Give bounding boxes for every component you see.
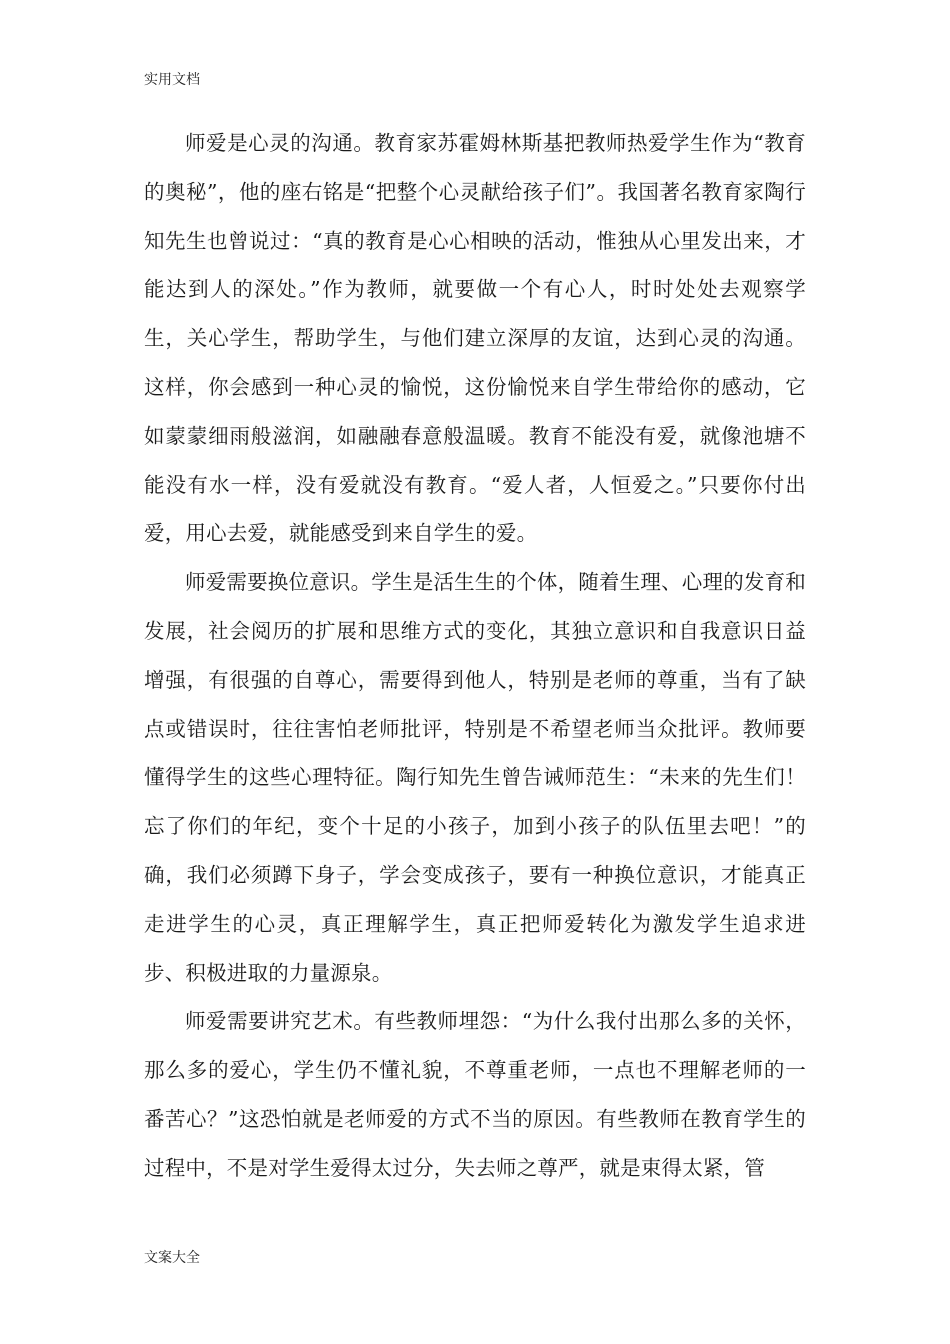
paragraph-teacher-love-communication: 师爱是心灵的沟通。教育家苏霍姆林斯基把教师热爱学生作为“教育的奥秘”，他的座右铭是“把整个心灵献给孩子们”。我国著名教育家陶行知先生也曾说过：“真的教育是心心相映的活动，惟独从心里发出来，才能达到人的深处。”作为教师，就要做一个有心人，时时处处去观察学生，关心学生，帮助学生，与他们建立深厚的友谊，达到心灵的沟通。这样，你会感到一种心灵的愉悦，这份愉悦来自学生带给你的感动，它如蒙蒙细雨般滋润，如融融春意般温暖。教育不能没有爱，就像池塘不能没有水一样，没有爱就没有教育。“爱人者，人恒爱之。”只要你付出爱，用心去爱，就能感受到来自学生的爱。	[144, 131, 806, 546]
paragraph-teacher-love-empathy: 师爱需要换位意识。学生是活生生的个体，随着生理、心理的发育和发展，社会阅历的扩展和思维方式的变化，其独立意识和自我意识日益增强，有很强的自尊心，需要得到他人，特别是老师的尊重，当有了缺点或错误时，往往害怕老师批评，特别是不希望老师当众批评。教师要懂得学生的这些心理特征。陶行知先生曾告诫师范生：“未来的先生们！忘了你们的年纪，变个十足的小孩子，加到小孩子的队伍里去吧！”的确，我们必须蹲下身子，学会变成孩子，要有一种换位意识，才能真正走进学生的心灵，真正理解学生，真正把师爱转化为激发学生追求进步、积极进取的力量源泉。	[144, 570, 806, 985]
page-header: 实用文档	[144, 72, 200, 88]
page-footer: 文案大全	[144, 1250, 200, 1266]
document-body	[144, 119, 806, 1193]
paragraph-teacher-love-art: 师爱需要讲究艺术。有些教师埋怨：“为什么我付出那么多的关怀，那么多的爱心，学生仍不懂礼貌，不尊重老师，一点也不理解老师的一番苦心？”这恐怕就是老师爱的方式不当的原因。有些教师在教育学生的过程中，不是对学生爱得太过分，失去师之尊严，就是束得太紧，管	[144, 1009, 806, 1180]
